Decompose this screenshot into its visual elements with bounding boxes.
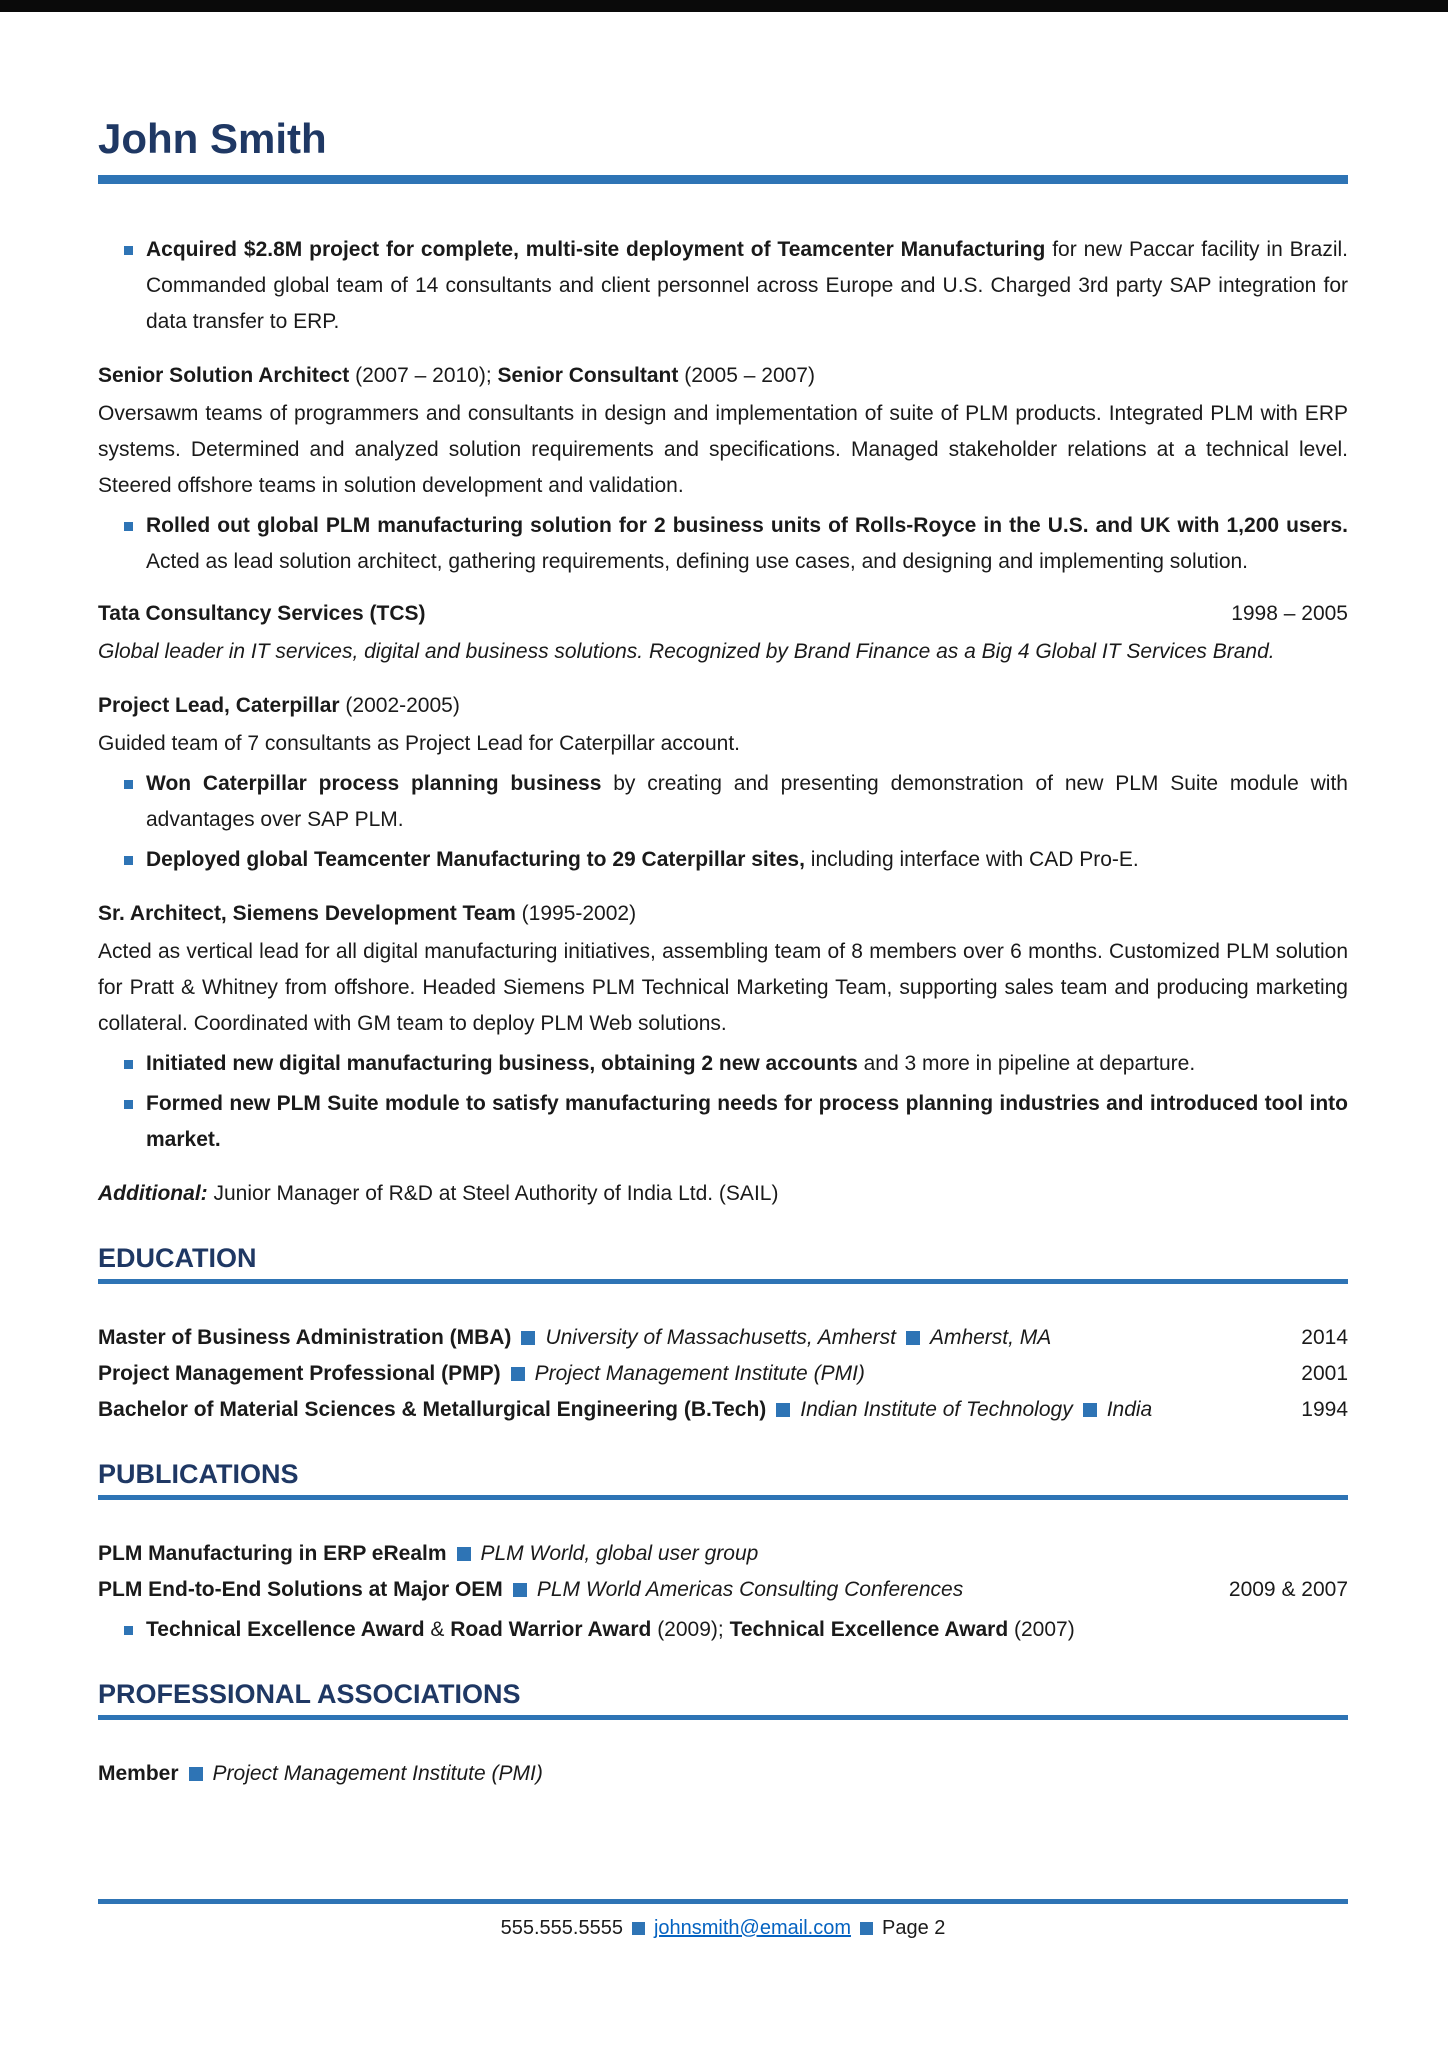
text-run: PLM End-to-End Solutions at Major OEM [98, 1578, 503, 1602]
date-range: 2009 & 2007 [1228, 1578, 1348, 1602]
bullet-icon [124, 780, 133, 789]
company-name [98, 596, 1231, 632]
separator-square-icon [860, 1922, 873, 1935]
text-run: PLM Manufacturing in ERP eRealm [98, 1542, 447, 1566]
email-link[interactable]: johnsmith@email.com [653, 1917, 851, 1939]
bullet-item [98, 1046, 1348, 1082]
paragraph [98, 1176, 1348, 1212]
text-run: Technical Excellence Award [146, 1618, 425, 1642]
paragraph [98, 634, 1348, 670]
text-run: Road Warrior Award [450, 1618, 652, 1642]
bullet-text [146, 1046, 1348, 1082]
role-heading [98, 358, 1348, 394]
row-text [98, 1320, 1301, 1356]
page-title: John Smith [98, 115, 327, 162]
text-run: PLM World Americas Consulting Conferences [536, 1578, 964, 1602]
separator-square-icon [513, 1583, 527, 1597]
separator-square-icon [1083, 1403, 1097, 1417]
separator-square-icon [906, 1331, 920, 1345]
section-heading: PUBLICATIONS [98, 1459, 299, 1490]
section-rule [98, 1715, 1348, 1720]
section-rows [98, 1536, 1348, 1648]
text-run: & [424, 1618, 451, 1642]
text-run: for new Paccar facility in Brazil. Commanded global team of 14 consultants and client personnel across Europe and U.S. Charged 3rd party SAP integration for data transfer to ERP. [146, 238, 1348, 334]
text-run: Project Management Professional (PMP) [98, 1362, 501, 1386]
text-run: (2007 – 2010); [349, 364, 498, 388]
text-run: Sr. Architect, Siemens Development Team [98, 902, 516, 926]
role-heading [98, 896, 1348, 932]
section-heading: EDUCATION [98, 1243, 257, 1274]
text-run: Master of Business Administration (MBA) [98, 1326, 512, 1350]
section-row [98, 1536, 1348, 1572]
bullet-icon [124, 1060, 133, 1069]
text-run: Won Caterpillar process planning business [146, 772, 602, 796]
bullet-item [98, 508, 1348, 580]
bullet-text [146, 508, 1348, 580]
text-run: Acquired $2.8M project for complete, multi-site deployment of Teamcenter Manufacturing [146, 238, 1046, 262]
title-rule [98, 175, 1348, 184]
text-run: (2007) [1008, 1618, 1075, 1642]
section-row [98, 1572, 1348, 1608]
text-run: Project Lead, Caterpillar [98, 694, 340, 718]
text-run: (2005 – 2007) [678, 364, 815, 388]
text-run: Acted as lead solution architect, gathering requirements, defining use cases, and designing and implementing solution. [146, 550, 1249, 574]
bullet-icon [124, 522, 133, 531]
bullet-text [146, 1086, 1348, 1158]
sections-container [98, 1242, 1348, 1792]
text-run: (2009); [651, 1618, 730, 1642]
text-run: Project Management Institute (PMI) [534, 1362, 865, 1386]
row-text [98, 1392, 1301, 1428]
text-run: Global leader in IT services, digital and business solutions. Recognized by Brand Finance as a Big 4 Global IT Services Brand. [98, 640, 1275, 664]
bullet-icon [124, 856, 133, 865]
bullet-text [146, 1612, 1348, 1648]
section-rows [98, 1756, 1348, 1792]
bullet-item [98, 1086, 1348, 1158]
bullet-item [98, 1612, 1348, 1648]
page-number: Page 2 [881, 1917, 946, 1939]
date-range: 1998 – 2005 [1231, 602, 1348, 626]
text-run: and 3 more in pipeline at departure. [857, 1052, 1196, 1076]
section-heading: PROFESSIONAL ASSOCIATIONS [98, 1679, 521, 1710]
separator-square-icon [632, 1922, 645, 1935]
text-run: PLM World, global user group [480, 1542, 759, 1566]
bullet-icon [124, 1100, 133, 1109]
row-text [98, 1356, 1301, 1392]
text-run: Amherst, MA [929, 1326, 1052, 1350]
separator-square-icon [457, 1547, 471, 1561]
text-run: Junior Manager of R&D at Steel Authority of India Ltd. (SAIL) [207, 1182, 779, 1206]
text-run: Formed new PLM Suite module to satisfy manufacturing needs for process planning industries and introduced tool into market. [146, 1092, 1348, 1152]
text-run: University of Massachusetts, Amherst [545, 1326, 896, 1350]
section [98, 1458, 1348, 1648]
company-heading [98, 596, 1348, 632]
text-run: Deployed global Teamcenter Manufacturing to 29 Caterpillar sites, [146, 848, 805, 872]
separator-square-icon [521, 1331, 535, 1345]
footer-line [98, 1913, 1348, 1943]
text-run: (1995-2002) [515, 902, 637, 926]
text-run: Indian Institute of Technology [800, 1398, 1073, 1422]
bullet-text [146, 842, 1348, 878]
date-range: 2001 [1301, 1362, 1348, 1386]
text-run: Project Management Institute (PMI) [212, 1762, 543, 1786]
footer-rule [98, 1899, 1348, 1904]
text-run: Acted as vertical lead for all digital manufacturing initiatives, assembling team of 8 members over 6 months. Customized PLM solution for Pratt & Whitney from offshore. Headed Siemens PLM Technical Marketing Team, supporting sales team and producing marketing collateral. Coordinated with GM team to deploy PLM Web solutions. [98, 940, 1348, 1036]
section-rows [98, 1320, 1348, 1428]
section [98, 1242, 1348, 1428]
section [98, 1678, 1348, 1792]
body-blocks [98, 232, 1348, 1212]
phone-text: 555.555.5555 [500, 1917, 623, 1939]
text-run: Senior Solution Architect [98, 364, 350, 388]
date-range: 1994 [1301, 1398, 1348, 1422]
section-rule [98, 1495, 1348, 1500]
text-run: Initiated new digital manufacturing business, obtaining 2 new accounts [146, 1052, 858, 1076]
page-content [98, 0, 1348, 1792]
text-run: including interface with CAD Pro-E. [804, 848, 1139, 872]
text-run: Tata Consultancy Services (TCS) [98, 602, 426, 626]
paragraph [98, 726, 1348, 762]
separator-square-icon [511, 1367, 525, 1381]
bullet-item [98, 232, 1348, 340]
section-row [98, 1356, 1348, 1392]
text-run: Technical Excellence Award [729, 1618, 1009, 1642]
text-run: (2002-2005) [339, 694, 460, 718]
section-row [98, 1756, 1348, 1792]
separator-square-icon [189, 1767, 203, 1781]
bullet-item [98, 842, 1348, 878]
text-run: Bachelor of Material Sciences & Metallurgical Engineering (B.Tech) [98, 1398, 767, 1422]
date-range: 2014 [1301, 1326, 1348, 1350]
paragraph [98, 396, 1348, 504]
text-run: Guided team of 7 consultants as Project Lead for Caterpillar account. [98, 732, 741, 756]
row-text [98, 1572, 1229, 1608]
bullet-text [146, 766, 1348, 838]
text-run: Senior Consultant [497, 364, 679, 388]
section-rule [98, 1279, 1348, 1284]
bullet-icon [124, 246, 133, 255]
bullet-item [98, 766, 1348, 838]
separator-square-icon [776, 1403, 790, 1417]
footer [98, 1899, 1348, 1943]
text-run: Additional: [98, 1182, 208, 1206]
text-run: by creating and presenting demonstration of new PLM Suite module with advantages over SAP PLM. [146, 772, 1348, 832]
section-row [98, 1392, 1348, 1428]
text-run: India [1106, 1398, 1153, 1422]
text-run: Oversawm teams of programmers and consultants in design and implementation of suite of PLM products. Integrated PLM with ERP systems. Determined and analyzed solution requirements and specifications. Managed stakeholder relations at a technical level. Steered offshore teams in solution development and validation. [98, 402, 1348, 498]
role-heading [98, 688, 1348, 724]
section-row [98, 1320, 1348, 1356]
bullet-icon [124, 1626, 133, 1635]
paragraph [98, 934, 1348, 1042]
text-run: Rolled out global PLM manufacturing solution for 2 business units of Rolls-Royce in the U.S. and UK with 1,200 users. [146, 514, 1348, 538]
text-run: Member [98, 1762, 179, 1786]
bullet-text [146, 232, 1348, 340]
